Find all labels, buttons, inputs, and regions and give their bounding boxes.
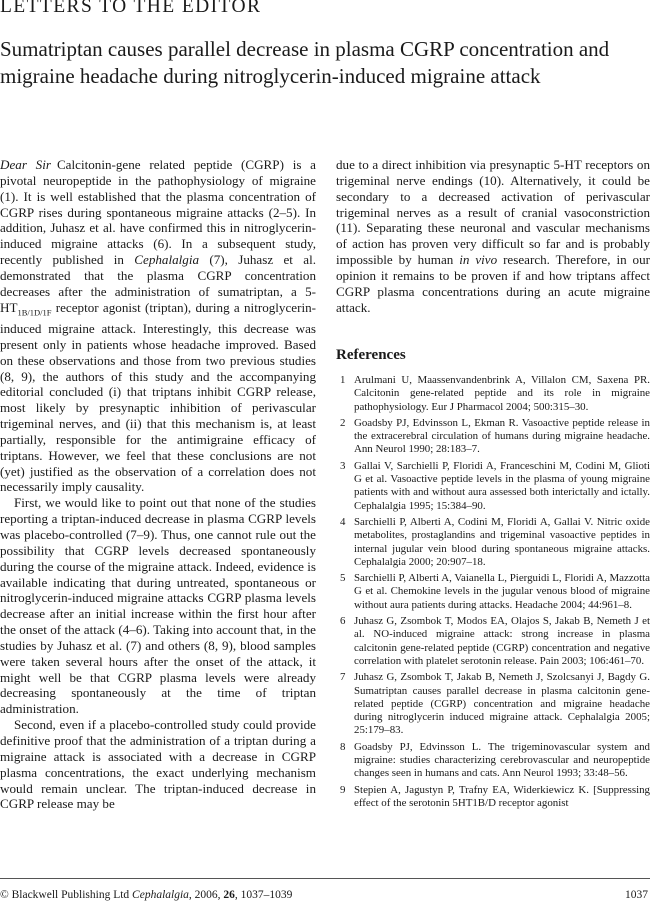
paragraph-3: Second, even if a placebo-controlled study could provide definitive proof that the administration of a triptan during a migraine attack is associated with a decrease in CGRP plasma concentrations, the exact underlying mechanism would remain unclear. The triptan-induced decrease in CGRP release may be	[0, 717, 316, 812]
letter-column-right	[336, 157, 650, 315]
footer-citation	[0, 888, 292, 902]
footer-rule	[0, 878, 650, 879]
letter-column-left	[0, 157, 316, 812]
footer-journal: Cephalalgia	[132, 889, 189, 901]
reference-text: Stepien A, Jagustyn P, Trafny EA, Widerkiewicz K. [Suppressing effect of the serotonin 5HT1B/D receptor agonist	[354, 783, 650, 809]
reference-text: Arulmani U, Maassenvandenbrink A, Villalon CM, Saxena PR. Calcitonin gene-related peptide and its role in migraine pathophysiology. Eur J Pharmacol 2004; 500:315–30.	[354, 374, 650, 413]
reference-item	[336, 374, 650, 414]
journal-name: Cephalalgia	[134, 252, 200, 268]
reference-item	[336, 516, 650, 569]
reference-item	[336, 460, 650, 513]
section-label: LETTERS TO THE EDITOR	[0, 0, 262, 17]
paragraph-1	[0, 157, 316, 495]
reference-number: 2	[340, 416, 346, 429]
reference-text: Gallai V, Sarchielli P, Floridi A, Franceschini M, Codini M, Glioti G et al. Vasoactive peptide levels in the plasma of young migraine patients with and without aura assessed both interictally and ictally. Cephalalgia 1995; 15:384–90.	[354, 459, 650, 512]
in-vivo-italic: in vivo	[459, 252, 498, 268]
reference-item	[336, 784, 650, 811]
references-heading: References	[336, 347, 406, 363]
reference-text: Sarchielli P, Alberti A, Vaianella L, Pierguidi L, Floridi A, Mazzotta G et al. Chemokine levels in the jugular venous blood of migraine without aura patients during attacks. Headache 2004; 44:961–8.	[354, 572, 650, 611]
reference-text: Goadsby PJ, Edvinsson L. The trigeminovascular system and migraine: studies characterizing cerebrovascular and neuropeptide changes seen in humans and cats. Ann Neurol 1993; 33:48–56.	[354, 740, 650, 780]
reference-item	[336, 417, 650, 457]
reference-number: 7	[340, 671, 346, 684]
salutation: Dear Sir	[0, 157, 51, 172]
paragraph-1-text-a: Calcitonin-gene related peptide (CGRP) is a pivotal neuropeptide in the pathophysiology of migraine (1). It is well established that the plasma concentration of CGRP rises during spontaneous migraine attacks (2–5). In addition, Juhasz et al. have confirmed this in nitroglycerin-induced migraine attacks (6). In a subsequent study, recently published in	[0, 157, 316, 268]
reference-number: 4	[340, 515, 346, 528]
reference-number: 6	[340, 615, 346, 628]
reference-text: Sarchielli P, Alberti A, Codini M, Floridi A, Gallai V. Nitric oxide metabolites, prostaglandins and trigeminal vasoactive peptides in internal jugular vein blood during spontaneous migraine attacks. Cephalalgia 2000; 20:907–18.	[354, 515, 650, 568]
reference-item	[336, 572, 650, 612]
reference-item	[336, 671, 650, 737]
article-title: Sumatriptan causes parallel decrease in plasma CGRP concentration and migraine headache during nitroglycerin-induced migraine attack	[0, 37, 610, 88]
reference-number: 3	[340, 459, 346, 472]
footer-publisher: © Blackwell Publishing Ltd	[0, 889, 130, 901]
footer-volume: 26	[223, 889, 235, 901]
reference-number: 1	[340, 374, 346, 386]
reference-item	[336, 615, 650, 668]
footer-year: , 2006,	[188, 889, 224, 901]
page-number: 1037	[625, 889, 648, 901]
paragraph-1-text-b: (7), Juhasz et al. demonstrated that the plasma CGRP concentration decreases after the administration of sumatriptan, a 5-HT	[0, 252, 316, 315]
footer-pages: , 1037–1039	[234, 889, 293, 901]
reference-item	[336, 741, 650, 781]
reference-number: 5	[340, 572, 346, 585]
reference-text: Goadsby PJ, Edvinsson L, Ekman R. Vasoactive peptide release in the extracerebral circulation of humans during migraine headache. Ann Neurol 1990; 28:183–7.	[354, 416, 650, 456]
receptor-subscript: 1B/1D/1F	[17, 307, 52, 318]
paragraph-4	[336, 157, 650, 315]
references-list	[336, 374, 650, 813]
reference-number: 8	[340, 740, 346, 753]
reference-number: 9	[340, 783, 346, 796]
paragraph-4-text-a: due to a direct inhibition via presynaptic 5-HT receptors on trigeminal nerve endings (10). Alternatively, it could be secondary to a decreased activation of perivascular trigeminal nerves as a result of cranial vasoconstriction (11). Separating these neuronal and vascular mechanisms of action has proven very difficult so far and is probably impossible by human	[336, 157, 650, 268]
paragraph-1-text-c: receptor agonist (triptan), during a nitroglycerin-induced migraine attack. Interestingly, this decrease was present only in patients whose headache improved. Based on these observations and those from two previous studies (8, 9), the authors of this study and the accompanying editorial concluded (i) that triptans inhibit CGRP release, most likely by presynaptic inhibition of perivascular trigeminal nerves, and (ii) that this mechanism is, at least partially, responsible for the antimigraine efficacy of triptans. However, we feel that these conclusions are not (yet) justified as the observation of a correlation does not necessarily imply causality.	[0, 299, 316, 495]
paragraph-2: First, we would like to point out that none of the studies reporting a triptan-induced decrease in plasma CGRP levels was placebo-controlled (7–9). Thus, one cannot rule out the possibility that CGRP levels decreased spontaneously during the course of the migraine attack. Indeed, evidence is available indicating that during untreated, spontaneous or nitroglycerin-induced migraine attacks CGRP plasma levels decrease after an initial increase within the first hour after the onset of the attack (4–6). Taking into account that, in the studies by Juhasz et al. (7) and others (8, 9), blood samples were taken several hours after the onset of the attack, it might well be that CGRP plasma levels were already decreasing spontaneously at the time of triptan administration.	[0, 495, 316, 717]
paragraph-4-text-b: research. Therefore, in our opinion it remains to be proven if and how triptans affect CGRP plasma concentrations during an acute migraine attack.	[336, 252, 650, 315]
reference-text: Juhasz G, Zsombok T, Modos EA, Olajos S, Jakab B, Nemeth J et al. NO-induced migraine attack: strong increase in plasma calcitonin gene-related peptide (CGRP) concentration and negative correlation with platelet serotonin release. Pain 2003; 106:461–70.	[354, 615, 650, 667]
reference-text: Juhasz G, Zsombok T, Jakab B, Nemeth J, Szolcsanyi J, Bagdy G. Sumatriptan causes parallel decrease in plasma calcitonin gene-related peptide (CGRP) concentration and migraine headache during nitroglycerin induced migraine attack. Cephalalgia 2005; 25:179–83.	[354, 671, 650, 737]
